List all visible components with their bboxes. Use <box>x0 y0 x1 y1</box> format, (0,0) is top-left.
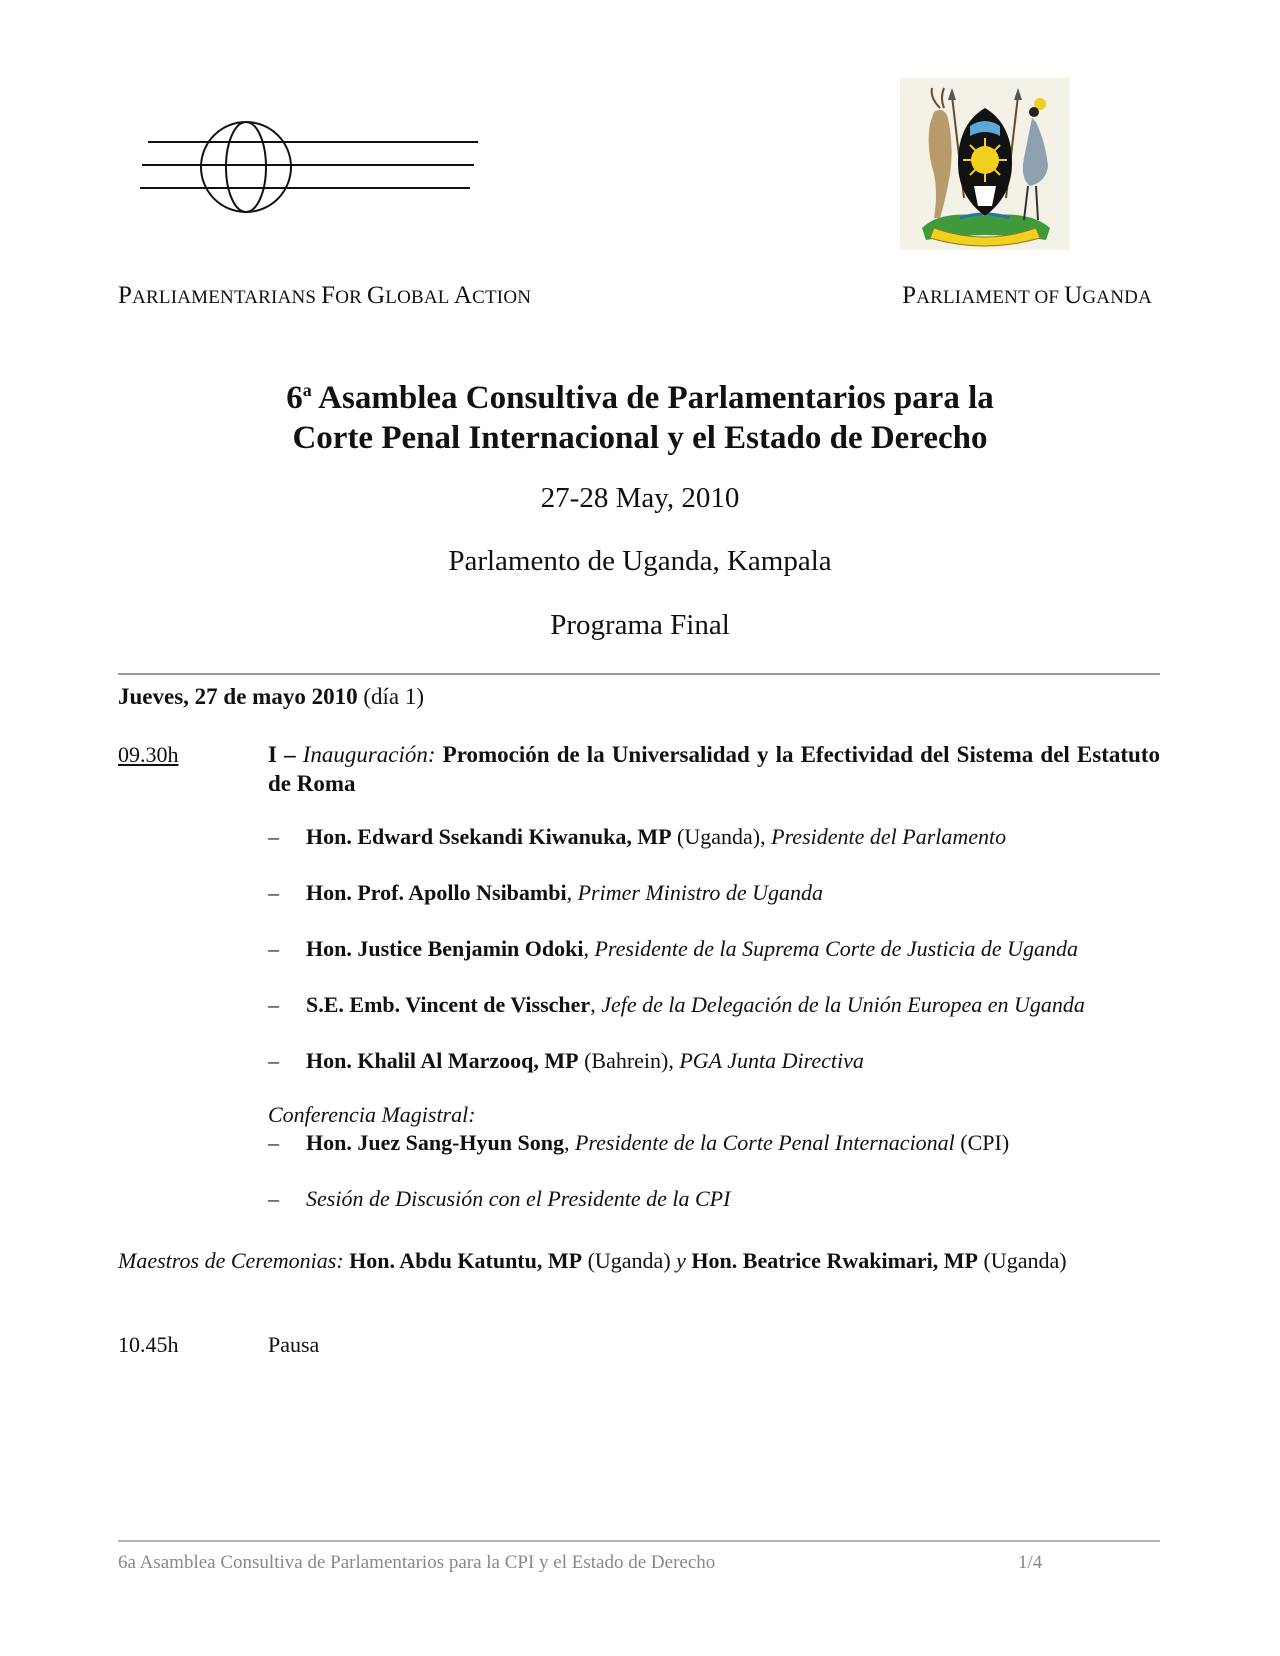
org-right-part: ARLIAMENT OF <box>916 287 1065 308</box>
program-subtitle: Programa Final <box>550 609 730 641</box>
session-time: 09.30h <box>118 742 179 767</box>
ceremony-label: Maestros de Ceremonias: <box>118 1248 344 1273</box>
keynote-acronym: (CPI) <box>954 1130 1010 1155</box>
ceremony-host-1: Hon. Abdu Katuntu, MP <box>343 1248 583 1273</box>
org-right-part: P <box>902 282 917 309</box>
speaker-name: Hon. Edward Ssekandi Kiwanuka, MP <box>306 824 672 849</box>
speaker-role: PGA Junta Directiva <box>679 1048 864 1073</box>
speaker-affiliation: (Bahrein), <box>578 1048 680 1073</box>
footer-divider <box>118 1540 1160 1542</box>
ceremony-host-2: Hon. Beatrice Rwakimari, MP <box>685 1248 978 1273</box>
keynote-separator: , <box>563 1130 575 1155</box>
keynote-speaker-role: Presidente de la Corte Penal Internacional <box>574 1130 955 1155</box>
speaker-affiliation: , <box>583 936 595 961</box>
org-left-part: OR <box>335 287 368 308</box>
break-time: 10.45h <box>118 1332 179 1357</box>
day-heading <box>118 684 424 710</box>
keynote-label: Conferencia Magistral: <box>268 1102 476 1127</box>
session-topic: Promoción de la Universalidad y la Efectividad del Sistema del Estatuto de Roma <box>268 742 1160 796</box>
speaker-affiliation: (Uganda), <box>671 824 772 849</box>
org-left-part: ARLIAMENTARIANS <box>132 287 322 308</box>
keynote-speaker-name: Hon. Juez Sang-Hyun Song <box>306 1130 564 1155</box>
speaker-item: – Hon. Edward Ssekandi Kiwanuka, MP (Uganda), Presidente del Parlamento <box>268 824 1007 849</box>
title-line-1 <box>0 378 1280 418</box>
day-label: Jueves, 27 de mayo 2010 <box>118 684 358 709</box>
title-ordinal: a <box>302 380 312 400</box>
speaker-item: – Hon. Khalil Al Marzooq, MP (Bahrein), PGA Junta Directiva <box>268 1048 864 1073</box>
org-left-part: A <box>453 282 473 309</box>
org-parliament-of-uganda <box>902 282 1152 310</box>
speaker-role: Presidente del Parlamento <box>771 824 1007 849</box>
discussion-item: – Sesión de Discusión con el Presidente de la CPI <box>268 1186 731 1211</box>
session-heading <box>268 740 1160 798</box>
title-line-1-text: Asamblea Consultiva de Parlamentarios para la <box>311 380 994 416</box>
ceremony-host-1-country: (Uganda) <box>582 1248 677 1273</box>
org-parliamentarians-for-global-action <box>118 282 531 310</box>
org-left-part: G <box>367 282 386 309</box>
speaker-item: – Hon. Justice Benjamin Odoki, Presidente de la Suprema Corte de Justicia de Uganda <box>268 936 1078 961</box>
speaker-affiliation: , <box>566 880 578 905</box>
speaker-role: Primer Ministro de Uganda <box>577 880 824 905</box>
session-number: I – <box>268 742 303 767</box>
uganda-coat-of-arms <box>900 78 1070 250</box>
discussion-text: Sesión de Discusión con el Presidente de la CPI <box>306 1186 731 1211</box>
footer-text: 6a Asamblea Consultiva de Parlamentarios para la CPI y el Estado de Derecho <box>118 1552 716 1573</box>
speaker-name: Hon. Khalil Al Marzooq, MP <box>306 1048 579 1073</box>
speaker-name: S.E. Emb. Vincent de Visscher <box>306 992 591 1017</box>
event-venue: Parlamento de Uganda, Kampala <box>448 545 832 577</box>
title-line-2: Corte Penal Internacional y el Estado de Derecho <box>292 420 988 456</box>
day-note: (día 1) <box>357 684 424 709</box>
event-date: 27-28 May, 2010 <box>540 482 740 514</box>
org-right-part: U <box>1064 282 1083 309</box>
speaker-item: – Hon. Prof. Apollo Nsibambi, Primer Ministro de Uganda <box>268 880 824 905</box>
org-left-part: LOBAL <box>385 287 454 308</box>
org-left-part: F <box>321 282 336 309</box>
title-number: 6 <box>286 380 303 416</box>
speaker-affiliation: , <box>590 992 602 1017</box>
session-type: Inauguración: <box>302 742 436 767</box>
org-left-part: CTION <box>472 287 532 308</box>
org-right-part: GANDA <box>1082 287 1152 308</box>
ceremony-conjunction: y <box>676 1248 686 1273</box>
pga-logo <box>140 118 480 218</box>
header-divider <box>118 673 1160 675</box>
speaker-item: – S.E. Emb. Vincent de Visscher, Jefe de la Delegación de la Unión Europea en Uganda <box>268 992 1085 1017</box>
org-left-part: P <box>118 282 133 309</box>
ceremony-host-2-country: (Uganda) <box>977 1248 1067 1273</box>
speaker-name: Hon. Justice Benjamin Odoki <box>306 936 584 961</box>
break-label: Pausa <box>268 1332 320 1357</box>
masters-of-ceremonies <box>118 1248 1067 1274</box>
speaker-role: Presidente de la Suprema Corte de Justicia de Uganda <box>594 936 1078 961</box>
speaker-role: Jefe de la Delegación de la Unión Europea en Uganda <box>601 992 1085 1017</box>
page-number: 1/4 <box>1018 1552 1043 1573</box>
document-title <box>0 378 1280 458</box>
keynote-item: – Hon. Juez Sang-Hyun Song, Presidente de la Corte Penal Internacional (CPI) <box>268 1130 1010 1155</box>
speaker-name: Hon. Prof. Apollo Nsibambi <box>306 880 567 905</box>
